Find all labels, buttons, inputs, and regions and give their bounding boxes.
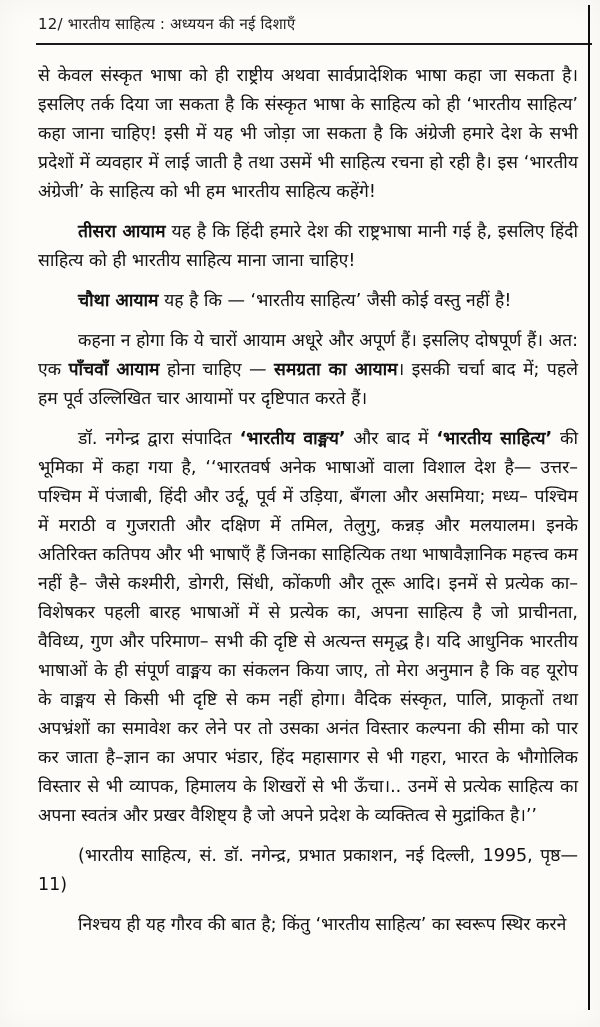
bold-text-run: ‘भारतीय साहित्य’ <box>436 429 553 449</box>
paragraph <box>38 218 578 276</box>
bold-text-run: चौथा आयाम <box>78 291 159 311</box>
text-run: की भूमिका में कहा गया है, ‘‘भारतवर्ष अनेक भाषाओं वाला विशाल देश है— उत्तर–पश्चिम में पंजाबी, हिंदी और उर्दू, पूर्व में उड़िया, बँगला और असमिया; मध्य– पश्चिम में मराठी व गुजराती और दक्षिण में तमिल, तेलुगु, कन्नड़ और मलयालम। इनके अतिरिक्त कतिपय और भी भाषाएँ हैं जिनका साहित्यिक तथा भाषावैज्ञानिक महत्त्व कम नहीं है– जैसे कश्मीरी, डोगरी, सिंधी, कोंकणी और तूरू आदि। इनमें से प्रत्येक का– विशेषकर पहली बारह भाषाओं में से प्रत्येक का, अपना साहित्य है जो प्राचीनता, वैविध्य, गुण और परिमाण– सभी की दृष्टि से अत्यन्त समृद्ध है। यदि आधुनिक भारतीय भाषाओं के ही संपूर्ण वाङ्मय का संकलन किया जाए, तो मेरा अनुमान है कि वह यूरोप के वाङ्मय से किसी भी दृष्टि से कम नहीं होगा। वैदिक संस्कृत, पालि, प्राकृतों तथा अपभ्रंशों का समावेश कर लेने पर तो उसका अनंत विस्तार कल्पना की सीमा को पार कर जाता है–ज्ञान का अपार भंडार, हिंद महासागर से भी गहरा, भारत के भौगोलिक विस्तार से भी व्यापक, हिमालय के शिखरों से भी ऊँचा।.. उनमें से प्रत्येक साहित्य का अपना स्वतंत्र और प्रखर वैशिष्ट्य है जो अपने प्रदेश के व्यक्तित्व से मुद्रांकित है।’’ <box>38 429 579 826</box>
text-run: (भारतीय साहित्य, सं. डॉ. नगेन्द्र, प्रभात प्रकाशन, नई दिल्ली, 1995, पृष्ठ—11) <box>38 846 578 895</box>
text-run: कहना न होगा कि ये चारों आयाम अधूरे और अपूर्ण हैं। इसलिए दोषपूर्ण हैं। अत: एक <box>38 331 578 380</box>
paragraph <box>38 62 578 207</box>
bold-text-run: समग्रता का आयाम <box>274 360 398 380</box>
page-body <box>38 62 578 951</box>
bold-text-run: पाँचवाँ आयाम <box>68 360 160 380</box>
text-run: डॉ. नगेन्द्र द्वारा संपादित <box>78 429 240 449</box>
bold-text-run: तीसरा आयाम <box>78 222 166 242</box>
text-run: यह है कि हिंदी हमारे देश की राष्ट्रभाषा मानी गई है, इसलिए हिंदी साहित्य को ही भारतीय साहित्य माना जाना चाहिए! <box>38 222 578 271</box>
text-run: । इसकी चर्चा बाद में; पहले हम पूर्व उल्लिखित चार आयामों पर दृष्टिपात करते हैं। <box>38 360 578 409</box>
text-run: से केवल संस्कृत भाषा को ही राष्ट्रीय अथवा सार्वप्रादेशिक भाषा कहा जा सकता है। इसलिए तर्क दिया जा सकता है कि संस्कृत भाषा के साहित्य को ही ‘भारतीय साहित्य’ कहा जाना चाहिए! इसी में यह भी जोड़ा जा सकता है कि अंग्रेजी हमारे देश के सभी प्रदेशों में व्यवहार में लाई जाती है तथा उसमें भी साहित्य रचना हो रही है। इस ‘भारतीय अंग्रेजी’ के साहित्य को भी हम भारतीय साहित्य कहेंगे! <box>38 66 578 202</box>
text-run: होना चाहिए — <box>159 360 274 380</box>
text-run: निश्चय ही यह गौरव की बात है; किंतु ‘भारतीय साहित्य’ का स्वरूप स्थिर करने <box>78 915 567 935</box>
header-rule-line <box>36 43 592 45</box>
paragraph <box>38 425 578 831</box>
paragraph <box>38 911 578 940</box>
text-run: और बाद में <box>345 429 437 449</box>
scan-edge-line <box>588 5 590 1010</box>
text-run: यह है कि — ‘भारतीय साहित्य’ जैसी कोई वस्तु नहीं है! <box>158 291 512 311</box>
paragraph <box>38 327 578 414</box>
bold-text-run: ‘भारतीय वाङ्मय’ <box>239 429 346 449</box>
paragraph <box>38 287 578 316</box>
running-header: 12/ भारतीय साहित्य : अध्ययन की नई दिशाएँ <box>38 15 296 33</box>
paragraph <box>38 842 578 900</box>
